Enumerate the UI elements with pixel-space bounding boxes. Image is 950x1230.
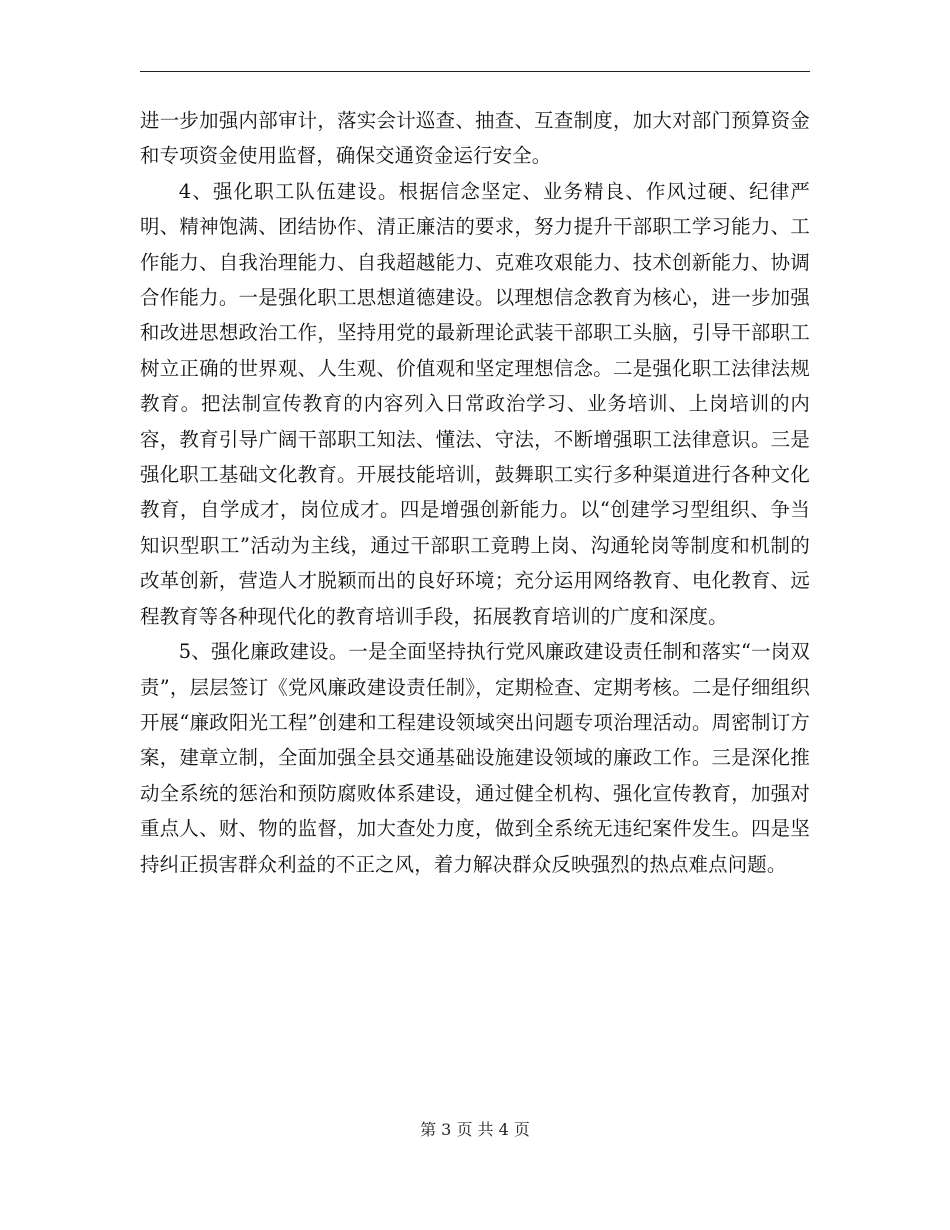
- paragraph-continuation: 进一步加强内部审计，落实会计巡查、抽查、互查制度，加大对部门预算资金和专项资金使用监督，确保交通资金运行安全。: [140, 109, 810, 168]
- document-body: [140, 103, 810, 882]
- paragraph-staff-building: 4、强化职工队伍建设。根据信念坚定、业务精良、作风过硬、纪律严明、精神饱满、团结协作、清正廉洁的要求，努力提升干部职工学习能力、工作能力、自我治理能力、自我超越能力、克难攻艰能力、技术创新能力、协调合作能力。一是强化职工思想道德建设。以理想信念教育为核心，进一步加强和改进思想政治工作，坚持用党的最新理论武装干部职工头脑，引导干部职工树立正确的世界观、人生观、价值观和坚定理想信念。二是强化职工法律法规教育。把法制宣传教育的内容列入日常政治学习、业务培训、上岗培训的内容，教育引导广阔干部职工知法、懂法、守法，不断增强职工法律意识。三是强化职工基础文化教育。开展技能培训，鼓舞职工实行多种渠道进行各种文化教育，自学成才，岗位成才。四是增强创新能力。以“创建学习型组织、争当知识型职工”活动为主线，通过干部职工竟聘上岗、沟通轮岗等制度和机制的改革创新，营造人才脱颖而出的良好环境；充分运用网络教育、电化教育、远程教育等各种现代化的教育培训手段，拓展教育培训的广度和深度。: [140, 179, 810, 628]
- page-footer: 第 3 页 共 4 页: [420, 1120, 530, 1139]
- header-rule: [140, 71, 810, 72]
- paragraph-integrity-building: 5、强化廉政建设。一是全面坚持执行党风廉政建设责任制和落实“一岗双责”，层层签订《党风廉政建设责任制》，定期检查、定期考核。二是仔细组织开展“廉政阳光工程”创建和工程建设领域突出问题专项治理活动。周密制订方案，建章立制，全面加强全县交通基础设施建设领域的廉政工作。三是深化推动全系统的惩治和预防腐败体系建设，通过健全机构、强化宣传教育，加强对重点人、财、物的监督，加大查处力度，做到全系统无违纪案件发生。四是坚持纠正损害群众利益的不正之风，着力解决群众反映强烈的热点难点问题。: [140, 640, 810, 876]
